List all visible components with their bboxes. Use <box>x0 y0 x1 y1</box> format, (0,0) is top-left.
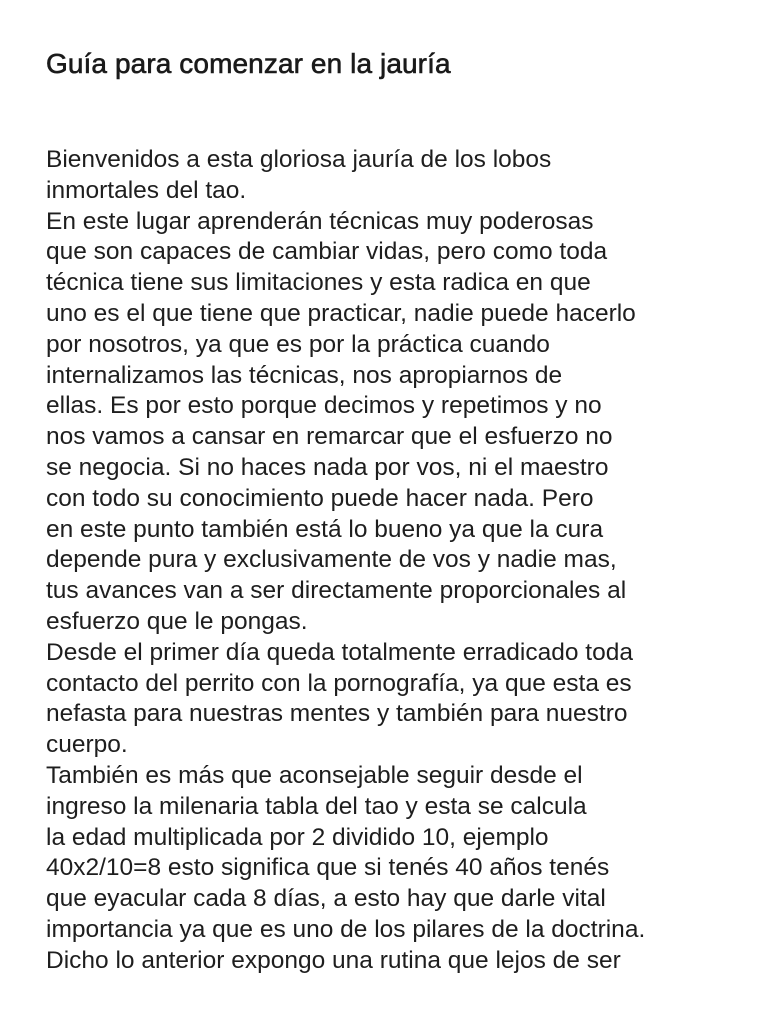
body-line: en este punto también está lo bueno ya que la cura <box>46 515 604 543</box>
document-body <box>46 145 746 977</box>
body-line: uno es el que tiene que practicar, nadie puede hacerlo <box>46 299 636 327</box>
body-line: depende pura y exclusivamente de vos y nadie mas, <box>46 546 617 574</box>
body-line: con todo su conocimiento puede hacer nada. Pero <box>46 484 594 512</box>
body-line: ellas. Es por esto porque decimos y repetimos y no <box>46 392 602 420</box>
body-line: contacto del perrito con la pornografía, ya que esta es <box>46 669 632 697</box>
body-line: se negocia. Si no haces nada por vos, ni el maestro <box>46 453 609 481</box>
body-line: la edad multiplicada por 2 dividido 10, ejemplo <box>46 823 549 851</box>
body-line: Desde el primer día queda totalmente erradicado toda <box>46 638 633 666</box>
body-line: internalizamos las técnicas, nos apropiarnos de <box>46 361 563 389</box>
body-line: cuerpo. <box>46 731 128 759</box>
body-line: tus avances van a ser directamente proporcionales al <box>46 577 627 605</box>
body-line: ingreso la milenaria tabla del tao y esta se calcula <box>46 792 587 820</box>
body-line: nefasta para nuestras mentes y también para nuestro <box>46 700 628 728</box>
body-line: técnica tiene sus limitaciones y esta radica en que <box>46 269 591 297</box>
body-line: nos vamos a cansar en remarcar que el esfuerzo no <box>46 423 613 451</box>
body-line: por nosotros, ya que es por la práctica cuando <box>46 330 550 358</box>
body-line: También es más que aconsejable seguir desde el <box>46 761 583 789</box>
body-line: En este lugar aprenderán técnicas muy poderosas <box>46 207 594 235</box>
body-line: importancia ya que es uno de los pilares de la doctrina. <box>46 915 646 943</box>
body-line: 40x2/10=8 esto significa que si tenés 40 años tenés <box>46 854 610 882</box>
body-line: que eyacular cada 8 días, a esto hay que darle vital <box>46 885 606 913</box>
body-line: inmortales del tao. <box>46 176 247 204</box>
body-line: que son capaces de cambiar vidas, pero como toda <box>46 238 608 266</box>
body-line: esfuerzo que le pongas. <box>46 607 308 635</box>
body-line: Bienvenidos a esta gloriosa jauría de los lobos <box>46 146 552 173</box>
document-title: Guía para comenzar en la jauría <box>46 48 451 79</box>
body-line: Dicho lo anterior expongo una rutina que lejos de ser <box>46 946 621 974</box>
